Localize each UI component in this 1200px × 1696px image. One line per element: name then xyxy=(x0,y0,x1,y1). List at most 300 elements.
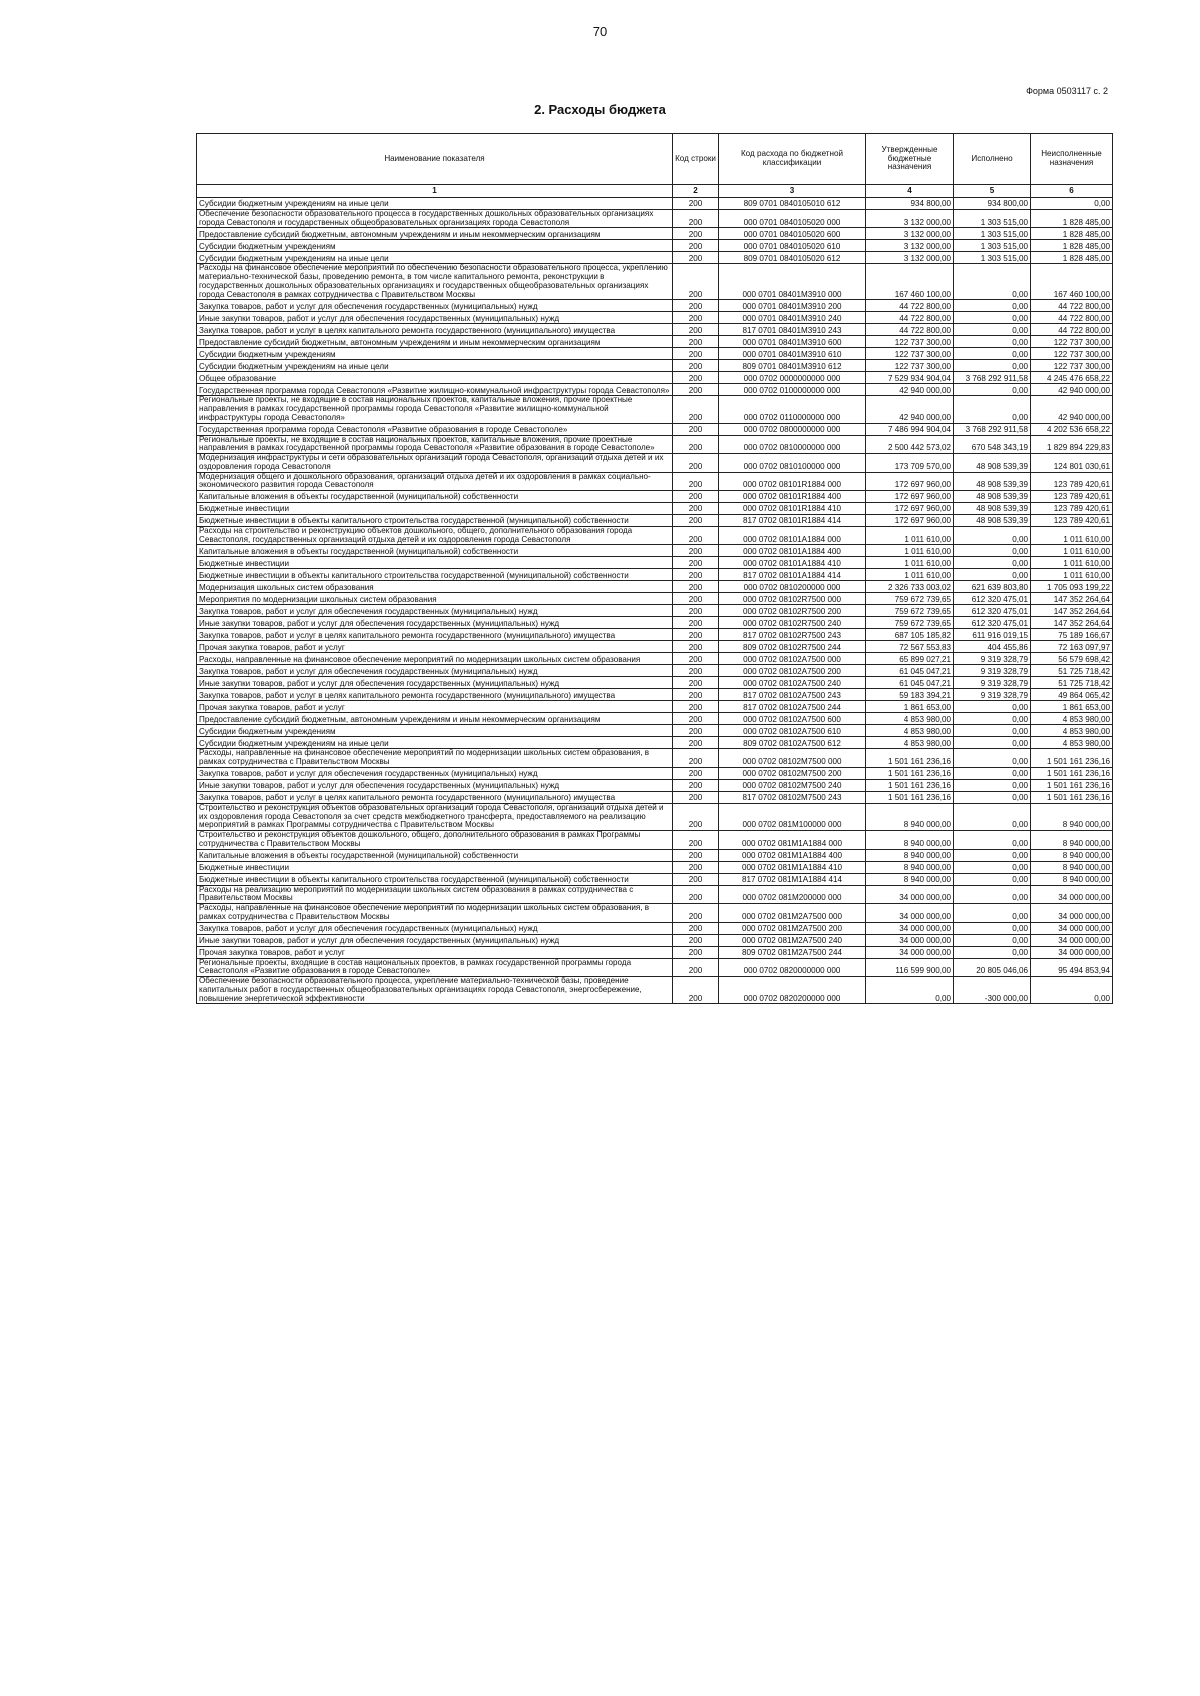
cell-executed: 0,00 xyxy=(954,312,1031,324)
cell-approved: 8 940 000,00 xyxy=(866,831,954,849)
cell-name: Обеспечение безопасности образовательного процесса в государственных дошкольных образовательных организациях города Севастополя и государственных общеобразовательных организациях города Севастополя xyxy=(197,210,673,228)
cell-name: Бюджетные инвестиции в объекты капитального строительства государственной (муниципальной) собственности xyxy=(197,515,673,527)
cell-line-code: 200 xyxy=(673,749,719,767)
cell-approved: 172 697 960,00 xyxy=(866,472,954,490)
cell-executed: 20 805 046,06 xyxy=(954,958,1031,976)
cell-line-code: 200 xyxy=(673,503,719,515)
cell-unexecuted: 123 789 420,61 xyxy=(1031,491,1113,503)
table-row xyxy=(197,653,1113,665)
column-number: 4 xyxy=(866,185,954,198)
cell-classification-code: 000 0701 0840105020 600 xyxy=(719,228,866,240)
cell-classification-code: 809 0702 08102A7500 612 xyxy=(719,737,866,749)
expenses-table-container xyxy=(196,133,1112,1004)
cell-unexecuted: 4 853 980,00 xyxy=(1031,737,1113,749)
cell-classification-code: 000 0702 08102R7500 000 xyxy=(719,593,866,605)
cell-approved: 759 672 739,65 xyxy=(866,617,954,629)
table-row xyxy=(197,767,1113,779)
cell-unexecuted: 75 189 166,67 xyxy=(1031,629,1113,641)
cell-name: Бюджетные инвестиции xyxy=(197,557,673,569)
cell-name: Закупка товаров, работ и услуг в целях капитального ремонта государственного (муниципального) имущества xyxy=(197,629,673,641)
table-row xyxy=(197,946,1113,958)
cell-unexecuted: 1 828 485,00 xyxy=(1031,252,1113,264)
table-row xyxy=(197,454,1113,472)
cell-line-code: 200 xyxy=(673,767,719,779)
cell-unexecuted: 1 829 894 229,83 xyxy=(1031,435,1113,453)
cell-unexecuted: 95 494 853,94 xyxy=(1031,958,1113,976)
cell-name: Расходы на строительство и реконструкцию объектов дошкольного, общего, дополнительного образования города Севастополя, государственных организаций отдыха детей и их оздоровления города Севастополя xyxy=(197,527,673,545)
cell-approved: 172 697 960,00 xyxy=(866,515,954,527)
table-row xyxy=(197,791,1113,803)
cell-unexecuted: 0,00 xyxy=(1031,198,1113,210)
cell-line-code: 200 xyxy=(673,904,719,922)
cell-name: Закупка товаров, работ и услуг в целях капитального ремонта государственного (муниципального) имущества xyxy=(197,324,673,336)
cell-unexecuted: 123 789 420,61 xyxy=(1031,472,1113,490)
cell-executed: 0,00 xyxy=(954,336,1031,348)
cell-name: Субсидии бюджетным учреждениям на иные цели xyxy=(197,360,673,372)
table-row xyxy=(197,779,1113,791)
cell-executed: 48 908 539,39 xyxy=(954,491,1031,503)
cell-classification-code: 000 0701 08401M3910 600 xyxy=(719,336,866,348)
cell-classification-code: 817 0702 08101A1884 414 xyxy=(719,569,866,581)
cell-classification-code: 817 0702 08102A7500 243 xyxy=(719,689,866,701)
cell-line-code: 200 xyxy=(673,977,719,1004)
cell-line-code: 200 xyxy=(673,946,719,958)
cell-approved: 8 940 000,00 xyxy=(866,803,954,830)
expenses-table xyxy=(196,133,1113,1004)
cell-line-code: 200 xyxy=(673,527,719,545)
cell-approved: 44 722 800,00 xyxy=(866,312,954,324)
cell-approved: 3 132 000,00 xyxy=(866,252,954,264)
cell-line-code: 200 xyxy=(673,491,719,503)
cell-executed: 1 303 515,00 xyxy=(954,210,1031,228)
cell-classification-code: 000 0702 08102A7500 000 xyxy=(719,653,866,665)
cell-executed: 404 455,86 xyxy=(954,641,1031,653)
cell-executed: 670 548 343,19 xyxy=(954,435,1031,453)
column-number: 5 xyxy=(954,185,1031,198)
cell-line-code: 200 xyxy=(673,252,719,264)
form-code: Форма 0503117 с. 2 xyxy=(1026,86,1108,96)
cell-executed: 0,00 xyxy=(954,384,1031,396)
cell-approved: 1 501 161 236,16 xyxy=(866,749,954,767)
cell-classification-code: 809 0701 0840105010 612 xyxy=(719,198,866,210)
cell-executed: 0,00 xyxy=(954,904,1031,922)
cell-approved: 1 011 610,00 xyxy=(866,527,954,545)
cell-approved: 42 940 000,00 xyxy=(866,396,954,423)
cell-line-code: 200 xyxy=(673,641,719,653)
cell-executed: 0,00 xyxy=(954,873,1031,885)
table-row xyxy=(197,527,1113,545)
cell-name: Закупка товаров, работ и услуг в целях капитального ремонта государственного (муниципального) имущества xyxy=(197,689,673,701)
cell-executed: 1 303 515,00 xyxy=(954,228,1031,240)
table-row xyxy=(197,581,1113,593)
cell-approved: 172 697 960,00 xyxy=(866,491,954,503)
table-row xyxy=(197,593,1113,605)
cell-approved: 61 045 047,21 xyxy=(866,677,954,689)
cell-unexecuted: 1 861 653,00 xyxy=(1031,701,1113,713)
column-number: 6 xyxy=(1031,185,1113,198)
table-row xyxy=(197,491,1113,503)
cell-classification-code: 000 0702 08102A7500 600 xyxy=(719,713,866,725)
cell-approved: 122 737 300,00 xyxy=(866,348,954,360)
cell-name: Субсидии бюджетным учреждениям на иные цели xyxy=(197,252,673,264)
table-row xyxy=(197,677,1113,689)
cell-classification-code: 000 0702 0100000000 000 xyxy=(719,384,866,396)
cell-line-code: 200 xyxy=(673,360,719,372)
cell-name: Расходы, направленные на финансовое обеспечение мероприятий по модернизации школьных систем образования xyxy=(197,653,673,665)
cell-line-code: 200 xyxy=(673,300,719,312)
document-title: 2. Расходы бюджета xyxy=(534,102,666,117)
cell-name: Иные закупки товаров, работ и услуг для обеспечения государственных (муниципальных) нужд xyxy=(197,779,673,791)
cell-classification-code: 000 0701 08401M3910 610 xyxy=(719,348,866,360)
cell-executed: 621 639 803,80 xyxy=(954,581,1031,593)
cell-classification-code: 817 0702 08102M7500 243 xyxy=(719,791,866,803)
cell-approved: 0,00 xyxy=(866,977,954,1004)
cell-line-code: 200 xyxy=(673,885,719,903)
table-header xyxy=(197,134,1113,198)
cell-executed: 0,00 xyxy=(954,725,1031,737)
cell-name: Модернизация инфраструктуры и сети образовательных организаций города Севастополя, организаций отдыха детей и их оздоровления города Севастополя xyxy=(197,454,673,472)
cell-classification-code: 000 0702 0800000000 000 xyxy=(719,423,866,435)
cell-classification-code: 000 0702 0810000000 000 xyxy=(719,435,866,453)
cell-executed: 0,00 xyxy=(954,569,1031,581)
table-row xyxy=(197,324,1113,336)
cell-name: Закупка товаров, работ и услуг для обеспечения государственных (муниципальных) нужд xyxy=(197,922,673,934)
cell-name: Расходы на финансовое обеспечение мероприятий по обеспечению безопасности образовательного процесса, укреплению материально-технической базы, проведению ремонта, в том числе капитального ремонта, реконструкции в государственных дошкольных образовательных организациях и государственных общеобразовательных организациях города Севастополя в рамках сотрудничества с Правительством Москвы xyxy=(197,264,673,300)
cell-executed: 0,00 xyxy=(954,360,1031,372)
cell-line-code: 200 xyxy=(673,934,719,946)
cell-line-code: 200 xyxy=(673,515,719,527)
cell-name: Региональные проекты, входящие в состав национальных проектов, в рамках государственной программы города Севастополя «Развитие образования в городе Севастополе» xyxy=(197,958,673,976)
cell-approved: 2 326 733 003,02 xyxy=(866,581,954,593)
cell-approved: 1 011 610,00 xyxy=(866,545,954,557)
cell-approved: 34 000 000,00 xyxy=(866,946,954,958)
cell-unexecuted: 44 722 800,00 xyxy=(1031,324,1113,336)
cell-name: Бюджетные инвестиции в объекты капитального строительства государственной (муниципальной) собственности xyxy=(197,569,673,581)
cell-approved: 1 501 161 236,16 xyxy=(866,779,954,791)
cell-unexecuted: 34 000 000,00 xyxy=(1031,922,1113,934)
table-row xyxy=(197,861,1113,873)
cell-unexecuted: 147 352 264,64 xyxy=(1031,593,1113,605)
cell-classification-code: 809 0701 0840105020 612 xyxy=(719,252,866,264)
cell-name: Закупка товаров, работ и услуг для обеспечения государственных (муниципальных) нужд xyxy=(197,605,673,617)
table-row xyxy=(197,934,1113,946)
cell-unexecuted: 51 725 718,42 xyxy=(1031,665,1113,677)
cell-line-code: 200 xyxy=(673,713,719,725)
cell-name: Строительство и реконструкция объектов образовательных организаций города Севастополя, организаций отдыха детей и их оздоровления города Севастополя за счет средств межбюджетного трансферта, предоставляемого на реализацию мероприятий в рамках Программы сотрудничества с Правительством Москвы xyxy=(197,803,673,830)
table-row xyxy=(197,348,1113,360)
cell-classification-code: 000 0702 081M100000 000 xyxy=(719,803,866,830)
cell-unexecuted: 122 737 300,00 xyxy=(1031,336,1113,348)
table-row xyxy=(197,336,1113,348)
cell-classification-code: 817 0702 08101R1884 414 xyxy=(719,515,866,527)
cell-classification-code: 000 0702 081M1A1884 410 xyxy=(719,861,866,873)
cell-unexecuted: 34 000 000,00 xyxy=(1031,934,1113,946)
cell-executed: 934 800,00 xyxy=(954,198,1031,210)
cell-unexecuted: 1 828 485,00 xyxy=(1031,240,1113,252)
cell-unexecuted: 56 579 698,42 xyxy=(1031,653,1113,665)
cell-line-code: 200 xyxy=(673,849,719,861)
cell-name: Субсидии бюджетным учреждениям xyxy=(197,725,673,737)
cell-executed: 0,00 xyxy=(954,557,1031,569)
table-row xyxy=(197,569,1113,581)
cell-name: Бюджетные инвестиции xyxy=(197,861,673,873)
cell-executed: 0,00 xyxy=(954,713,1031,725)
table-row xyxy=(197,396,1113,423)
table-row xyxy=(197,737,1113,749)
cell-executed: 0,00 xyxy=(954,946,1031,958)
table-row xyxy=(197,240,1113,252)
cell-unexecuted: 49 864 065,42 xyxy=(1031,689,1113,701)
cell-unexecuted: 124 801 030,61 xyxy=(1031,454,1113,472)
table-row xyxy=(197,515,1113,527)
table-row xyxy=(197,665,1113,677)
cell-executed: 48 908 539,39 xyxy=(954,454,1031,472)
cell-unexecuted: 1 501 161 236,16 xyxy=(1031,779,1113,791)
cell-approved: 122 737 300,00 xyxy=(866,360,954,372)
table-row xyxy=(197,472,1113,490)
cell-unexecuted: 72 163 097,97 xyxy=(1031,641,1113,653)
cell-executed: 612 320 475,01 xyxy=(954,617,1031,629)
cell-approved: 116 599 900,00 xyxy=(866,958,954,976)
cell-approved: 8 940 000,00 xyxy=(866,861,954,873)
cell-approved: 72 567 553,83 xyxy=(866,641,954,653)
cell-name: Государственная программа города Севастополя «Развитие жилищно-коммунальной инфраструктуры города Севастополя» xyxy=(197,384,673,396)
cell-classification-code: 000 0701 08401M3910 240 xyxy=(719,312,866,324)
cell-name: Предоставление субсидий бюджетным, автономным учреждениям и иным некоммерческим организациям xyxy=(197,713,673,725)
cell-executed: 0,00 xyxy=(954,264,1031,300)
cell-approved: 34 000 000,00 xyxy=(866,934,954,946)
cell-approved: 4 853 980,00 xyxy=(866,737,954,749)
table-row xyxy=(197,312,1113,324)
cell-line-code: 200 xyxy=(673,240,719,252)
cell-approved: 44 722 800,00 xyxy=(866,324,954,336)
cell-line-code: 200 xyxy=(673,593,719,605)
cell-line-code: 200 xyxy=(673,737,719,749)
cell-name: Капитальные вложения в объекты государственной (муниципальной) собственности xyxy=(197,545,673,557)
cell-classification-code: 809 0702 081M2A7500 244 xyxy=(719,946,866,958)
cell-name: Прочая закупка товаров, работ и услуг xyxy=(197,641,673,653)
table-row xyxy=(197,557,1113,569)
cell-line-code: 200 xyxy=(673,629,719,641)
cell-classification-code: 000 0702 08102A7500 200 xyxy=(719,665,866,677)
cell-executed: 0,00 xyxy=(954,749,1031,767)
table-row xyxy=(197,423,1113,435)
cell-classification-code: 000 0702 0110000000 000 xyxy=(719,396,866,423)
cell-classification-code: 809 0702 08102R7500 244 xyxy=(719,641,866,653)
cell-line-code: 200 xyxy=(673,653,719,665)
cell-unexecuted: 44 722 800,00 xyxy=(1031,312,1113,324)
cell-line-code: 200 xyxy=(673,198,719,210)
cell-executed: 0,00 xyxy=(954,527,1031,545)
cell-approved: 1 861 653,00 xyxy=(866,701,954,713)
table-row xyxy=(197,749,1113,767)
header-name: Наименование показателя xyxy=(197,134,673,185)
cell-executed: 3 768 292 911,58 xyxy=(954,372,1031,384)
cell-classification-code: 000 0702 0000000000 000 xyxy=(719,372,866,384)
cell-executed: 0,00 xyxy=(954,803,1031,830)
cell-line-code: 200 xyxy=(673,665,719,677)
cell-executed: 0,00 xyxy=(954,348,1031,360)
cell-line-code: 200 xyxy=(673,423,719,435)
cell-executed: 0,00 xyxy=(954,545,1031,557)
cell-classification-code: 000 0702 08102M7500 240 xyxy=(719,779,866,791)
cell-line-code: 200 xyxy=(673,725,719,737)
cell-classification-code: 000 0702 08101R1884 000 xyxy=(719,472,866,490)
cell-line-code: 200 xyxy=(673,569,719,581)
cell-name: Субсидии бюджетным учреждениям на иные цели xyxy=(197,198,673,210)
header-approved: Утвержденные бюджетные назначения xyxy=(866,134,954,185)
cell-classification-code: 817 0702 08102R7500 243 xyxy=(719,629,866,641)
cell-approved: 42 940 000,00 xyxy=(866,384,954,396)
cell-unexecuted: 8 940 000,00 xyxy=(1031,831,1113,849)
cell-unexecuted: 8 940 000,00 xyxy=(1031,861,1113,873)
cell-unexecuted: 4 202 536 658,22 xyxy=(1031,423,1113,435)
cell-unexecuted: 51 725 718,42 xyxy=(1031,677,1113,689)
cell-line-code: 200 xyxy=(673,605,719,617)
cell-approved: 3 132 000,00 xyxy=(866,240,954,252)
cell-line-code: 200 xyxy=(673,677,719,689)
cell-name: Субсидии бюджетным учреждениям xyxy=(197,348,673,360)
table-row xyxy=(197,617,1113,629)
table-row xyxy=(197,252,1113,264)
cell-classification-code: 000 0701 0840105020 610 xyxy=(719,240,866,252)
cell-line-code: 200 xyxy=(673,396,719,423)
cell-executed: 0,00 xyxy=(954,791,1031,803)
cell-executed: 48 908 539,39 xyxy=(954,515,1031,527)
cell-unexecuted: 4 853 980,00 xyxy=(1031,725,1113,737)
cell-name: Модернизация школьных систем образования xyxy=(197,581,673,593)
cell-classification-code: 000 0702 08102R7500 240 xyxy=(719,617,866,629)
table-row xyxy=(197,725,1113,737)
cell-name: Расходы, направленные на финансовое обеспечение мероприятий по модернизации школьных систем образования, в рамках сотрудничества с Правительством Москвы xyxy=(197,904,673,922)
cell-approved: 8 940 000,00 xyxy=(866,849,954,861)
cell-unexecuted: 1 828 485,00 xyxy=(1031,210,1113,228)
cell-line-code: 200 xyxy=(673,264,719,300)
cell-executed: 0,00 xyxy=(954,831,1031,849)
cell-line-code: 200 xyxy=(673,228,719,240)
cell-approved: 65 899 027,21 xyxy=(866,653,954,665)
cell-classification-code: 817 0702 081M1A1884 414 xyxy=(719,873,866,885)
cell-unexecuted: 34 000 000,00 xyxy=(1031,946,1113,958)
table-row xyxy=(197,641,1113,653)
column-number: 2 xyxy=(673,185,719,198)
cell-executed: 0,00 xyxy=(954,396,1031,423)
table-row xyxy=(197,300,1113,312)
table-row xyxy=(197,372,1113,384)
cell-name: Региональные проекты, не входящие в состав национальных проектов, капитальные вложения, прочие проектные направления в рамках государственной программы города Севастополя «Развитие жилищно-коммунальной инфраструктуры города Севастополя» xyxy=(197,396,673,423)
cell-name: Предоставление субсидий бюджетным, автономным учреждениям и иным некоммерческим организациям xyxy=(197,336,673,348)
cell-approved: 934 800,00 xyxy=(866,198,954,210)
cell-unexecuted: 4 853 980,00 xyxy=(1031,713,1113,725)
table-row xyxy=(197,629,1113,641)
cell-line-code: 200 xyxy=(673,372,719,384)
table-row xyxy=(197,360,1113,372)
cell-name: Прочая закупка товаров, работ и услуг xyxy=(197,946,673,958)
table-row xyxy=(197,689,1113,701)
cell-name: Закупка товаров, работ и услуг в целях капитального ремонта государственного (муниципального) имущества xyxy=(197,791,673,803)
cell-classification-code: 000 0702 08102A7500 240 xyxy=(719,677,866,689)
cell-classification-code: 000 0702 081M2A7500 200 xyxy=(719,922,866,934)
cell-unexecuted: 1 011 610,00 xyxy=(1031,557,1113,569)
cell-unexecuted: 8 940 000,00 xyxy=(1031,849,1113,861)
cell-approved: 34 000 000,00 xyxy=(866,922,954,934)
cell-executed: 0,00 xyxy=(954,737,1031,749)
cell-classification-code: 809 0701 08401M3910 612 xyxy=(719,360,866,372)
cell-executed: 0,00 xyxy=(954,701,1031,713)
cell-unexecuted: 122 737 300,00 xyxy=(1031,348,1113,360)
cell-approved: 3 132 000,00 xyxy=(866,210,954,228)
cell-approved: 61 045 047,21 xyxy=(866,665,954,677)
cell-approved: 7 486 994 904,04 xyxy=(866,423,954,435)
cell-approved: 59 183 394,21 xyxy=(866,689,954,701)
cell-classification-code: 817 0701 08401M3910 243 xyxy=(719,324,866,336)
cell-classification-code: 000 0702 08101R1884 400 xyxy=(719,491,866,503)
table-row xyxy=(197,922,1113,934)
cell-executed: 48 908 539,39 xyxy=(954,472,1031,490)
cell-unexecuted: 1 828 485,00 xyxy=(1031,228,1113,240)
cell-unexecuted: 1 501 161 236,16 xyxy=(1031,749,1113,767)
cell-line-code: 200 xyxy=(673,791,719,803)
cell-name: Иные закупки товаров, работ и услуг для обеспечения государственных (муниципальных) нужд xyxy=(197,677,673,689)
cell-executed: 612 320 475,01 xyxy=(954,593,1031,605)
cell-executed: 0,00 xyxy=(954,934,1031,946)
cell-classification-code: 000 0702 081M1A1884 000 xyxy=(719,831,866,849)
cell-approved: 173 709 570,00 xyxy=(866,454,954,472)
cell-approved: 2 500 442 573,02 xyxy=(866,435,954,453)
cell-line-code: 200 xyxy=(673,312,719,324)
cell-executed: 9 319 328,79 xyxy=(954,689,1031,701)
table-row xyxy=(197,605,1113,617)
cell-line-code: 200 xyxy=(673,581,719,593)
cell-name: Мероприятия по модернизации школьных систем образования xyxy=(197,593,673,605)
cell-approved: 1 501 161 236,16 xyxy=(866,791,954,803)
cell-unexecuted: 123 789 420,61 xyxy=(1031,515,1113,527)
cell-name: Закупка товаров, работ и услуг для обеспечения государственных (муниципальных) нужд xyxy=(197,767,673,779)
cell-approved: 1 501 161 236,16 xyxy=(866,767,954,779)
cell-executed: 9 319 328,79 xyxy=(954,665,1031,677)
cell-line-code: 200 xyxy=(673,472,719,490)
cell-executed: 1 303 515,00 xyxy=(954,252,1031,264)
cell-name: Капитальные вложения в объекты государственной (муниципальной) собственности xyxy=(197,491,673,503)
cell-approved: 4 853 980,00 xyxy=(866,713,954,725)
cell-unexecuted: 1 011 610,00 xyxy=(1031,569,1113,581)
cell-name: Иные закупки товаров, работ и услуг для обеспечения государственных (муниципальных) нужд xyxy=(197,617,673,629)
cell-classification-code: 000 0701 08401M3910 000 xyxy=(719,264,866,300)
cell-unexecuted: 44 722 800,00 xyxy=(1031,300,1113,312)
cell-executed: 0,00 xyxy=(954,779,1031,791)
table-row xyxy=(197,228,1113,240)
cell-approved: 7 529 934 904,04 xyxy=(866,372,954,384)
cell-line-code: 200 xyxy=(673,779,719,791)
cell-name: Обеспечение безопасности образовательного процесса, укрепление материально-технической базы, проведение капитальных работ в государственных общеобразовательных организациях города Севастополя, энергосбережение, повышение энергетической эффективности xyxy=(197,977,673,1004)
cell-executed: 0,00 xyxy=(954,324,1031,336)
cell-executed: 9 319 328,79 xyxy=(954,677,1031,689)
table-body xyxy=(197,198,1113,1004)
cell-classification-code: 817 0702 08102A7500 244 xyxy=(719,701,866,713)
cell-executed: 0,00 xyxy=(954,861,1031,873)
cell-name: Субсидии бюджетным учреждениям на иные цели xyxy=(197,737,673,749)
cell-unexecuted: 167 460 100,00 xyxy=(1031,264,1113,300)
cell-line-code: 200 xyxy=(673,861,719,873)
cell-name: Бюджетные инвестиции xyxy=(197,503,673,515)
table-row xyxy=(197,977,1113,1004)
cell-unexecuted: 1 011 610,00 xyxy=(1031,527,1113,545)
cell-unexecuted: 8 940 000,00 xyxy=(1031,873,1113,885)
cell-line-code: 200 xyxy=(673,701,719,713)
column-number: 1 xyxy=(197,185,673,198)
cell-name: Субсидии бюджетным учреждениям xyxy=(197,240,673,252)
cell-unexecuted: 1 501 161 236,16 xyxy=(1031,767,1113,779)
